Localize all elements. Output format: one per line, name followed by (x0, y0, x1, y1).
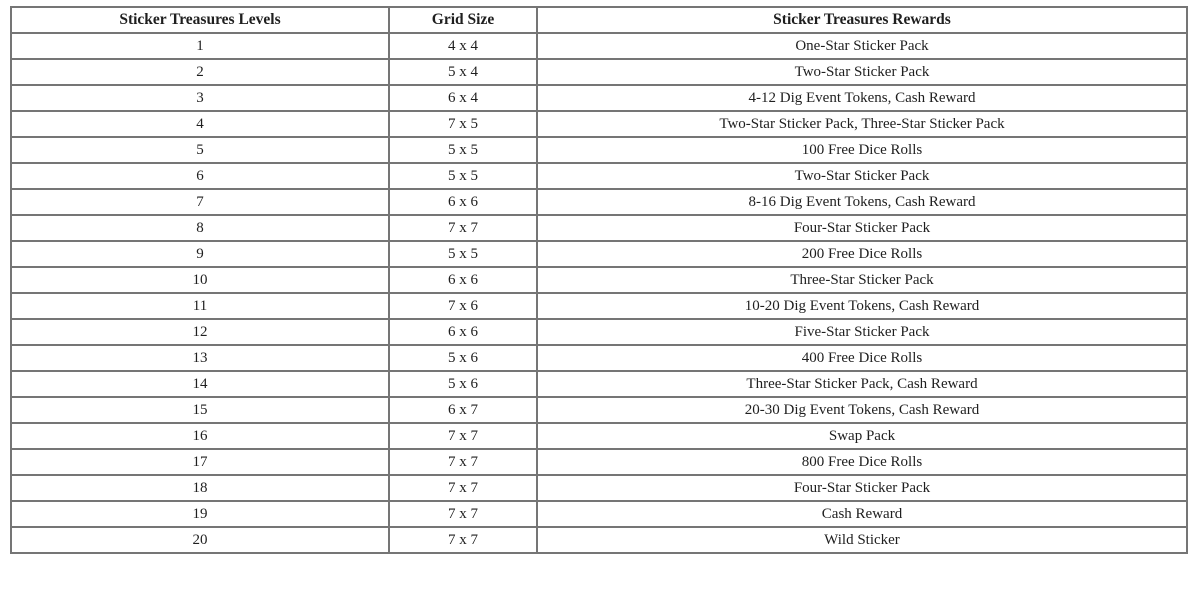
grid-size-cell: 5 x 4 (389, 59, 537, 85)
level-cell: 12 (11, 319, 389, 345)
table-row (11, 137, 1187, 163)
table-row (11, 215, 1187, 241)
level-cell: 1 (11, 33, 389, 59)
level-cell: 16 (11, 423, 389, 449)
reward-cell: Three-Star Sticker Pack (537, 267, 1187, 293)
level-cell: 17 (11, 449, 389, 475)
table-row (11, 423, 1187, 449)
table-row (11, 111, 1187, 137)
reward-cell: Two-Star Sticker Pack (537, 59, 1187, 85)
grid-size-cell: 6 x 7 (389, 397, 537, 423)
table-row (11, 371, 1187, 397)
table-row (11, 241, 1187, 267)
grid-size-cell: 7 x 7 (389, 527, 537, 553)
level-cell: 14 (11, 371, 389, 397)
level-cell: 11 (11, 293, 389, 319)
table-header (11, 7, 1187, 33)
level-cell: 5 (11, 137, 389, 163)
reward-cell: 100 Free Dice Rolls (537, 137, 1187, 163)
grid-size-cell: 7 x 5 (389, 111, 537, 137)
grid-size-cell: 6 x 6 (389, 189, 537, 215)
reward-cell: 4-12 Dig Event Tokens, Cash Reward (537, 85, 1187, 111)
reward-cell: 200 Free Dice Rolls (537, 241, 1187, 267)
level-cell: 8 (11, 215, 389, 241)
grid-size-cell: 5 x 6 (389, 345, 537, 371)
column-header-levels: Sticker Treasures Levels (11, 7, 389, 33)
grid-size-cell: 5 x 5 (389, 241, 537, 267)
table-row (11, 267, 1187, 293)
reward-cell: Two-Star Sticker Pack, Three-Star Sticker Pack (537, 111, 1187, 137)
grid-size-cell: 6 x 6 (389, 319, 537, 345)
reward-cell: Three-Star Sticker Pack, Cash Reward (537, 371, 1187, 397)
grid-size-cell: 5 x 5 (389, 137, 537, 163)
grid-size-cell: 5 x 5 (389, 163, 537, 189)
table-row (11, 319, 1187, 345)
reward-cell: Four-Star Sticker Pack (537, 215, 1187, 241)
grid-size-cell: 7 x 7 (389, 215, 537, 241)
reward-cell: Swap Pack (537, 423, 1187, 449)
reward-cell: Four-Star Sticker Pack (537, 475, 1187, 501)
sticker-treasures-table (10, 6, 1188, 554)
column-header-grid-size: Grid Size (389, 7, 537, 33)
table-row (11, 501, 1187, 527)
column-header-rewards: Sticker Treasures Rewards (537, 7, 1187, 33)
level-cell: 7 (11, 189, 389, 215)
level-cell: 4 (11, 111, 389, 137)
grid-size-cell: 4 x 4 (389, 33, 537, 59)
table-row (11, 345, 1187, 371)
table-row (11, 293, 1187, 319)
table-row (11, 85, 1187, 111)
table-body (11, 33, 1187, 553)
grid-size-cell: 7 x 7 (389, 501, 537, 527)
grid-size-cell: 5 x 6 (389, 371, 537, 397)
reward-cell: Two-Star Sticker Pack (537, 163, 1187, 189)
grid-size-cell: 6 x 4 (389, 85, 537, 111)
level-cell: 10 (11, 267, 389, 293)
table-row (11, 527, 1187, 553)
reward-cell: 20-30 Dig Event Tokens, Cash Reward (537, 397, 1187, 423)
level-cell: 13 (11, 345, 389, 371)
level-cell: 19 (11, 501, 389, 527)
grid-size-cell: 7 x 7 (389, 423, 537, 449)
reward-cell: 400 Free Dice Rolls (537, 345, 1187, 371)
level-cell: 20 (11, 527, 389, 553)
level-cell: 6 (11, 163, 389, 189)
reward-cell: One-Star Sticker Pack (537, 33, 1187, 59)
grid-size-cell: 7 x 7 (389, 475, 537, 501)
sticker-treasures-table-container (10, 6, 1188, 554)
reward-cell: 8-16 Dig Event Tokens, Cash Reward (537, 189, 1187, 215)
table-row (11, 59, 1187, 85)
reward-cell: Wild Sticker (537, 527, 1187, 553)
reward-cell: Cash Reward (537, 501, 1187, 527)
level-cell: 18 (11, 475, 389, 501)
level-cell: 15 (11, 397, 389, 423)
level-cell: 2 (11, 59, 389, 85)
level-cell: 3 (11, 85, 389, 111)
reward-cell: 10-20 Dig Event Tokens, Cash Reward (537, 293, 1187, 319)
table-row (11, 449, 1187, 475)
reward-cell: 800 Free Dice Rolls (537, 449, 1187, 475)
table-row (11, 475, 1187, 501)
header-row (11, 7, 1187, 33)
grid-size-cell: 7 x 7 (389, 449, 537, 475)
grid-size-cell: 7 x 6 (389, 293, 537, 319)
table-row (11, 189, 1187, 215)
grid-size-cell: 6 x 6 (389, 267, 537, 293)
level-cell: 9 (11, 241, 389, 267)
table-row (11, 397, 1187, 423)
reward-cell: Five-Star Sticker Pack (537, 319, 1187, 345)
table-row (11, 33, 1187, 59)
table-row (11, 163, 1187, 189)
